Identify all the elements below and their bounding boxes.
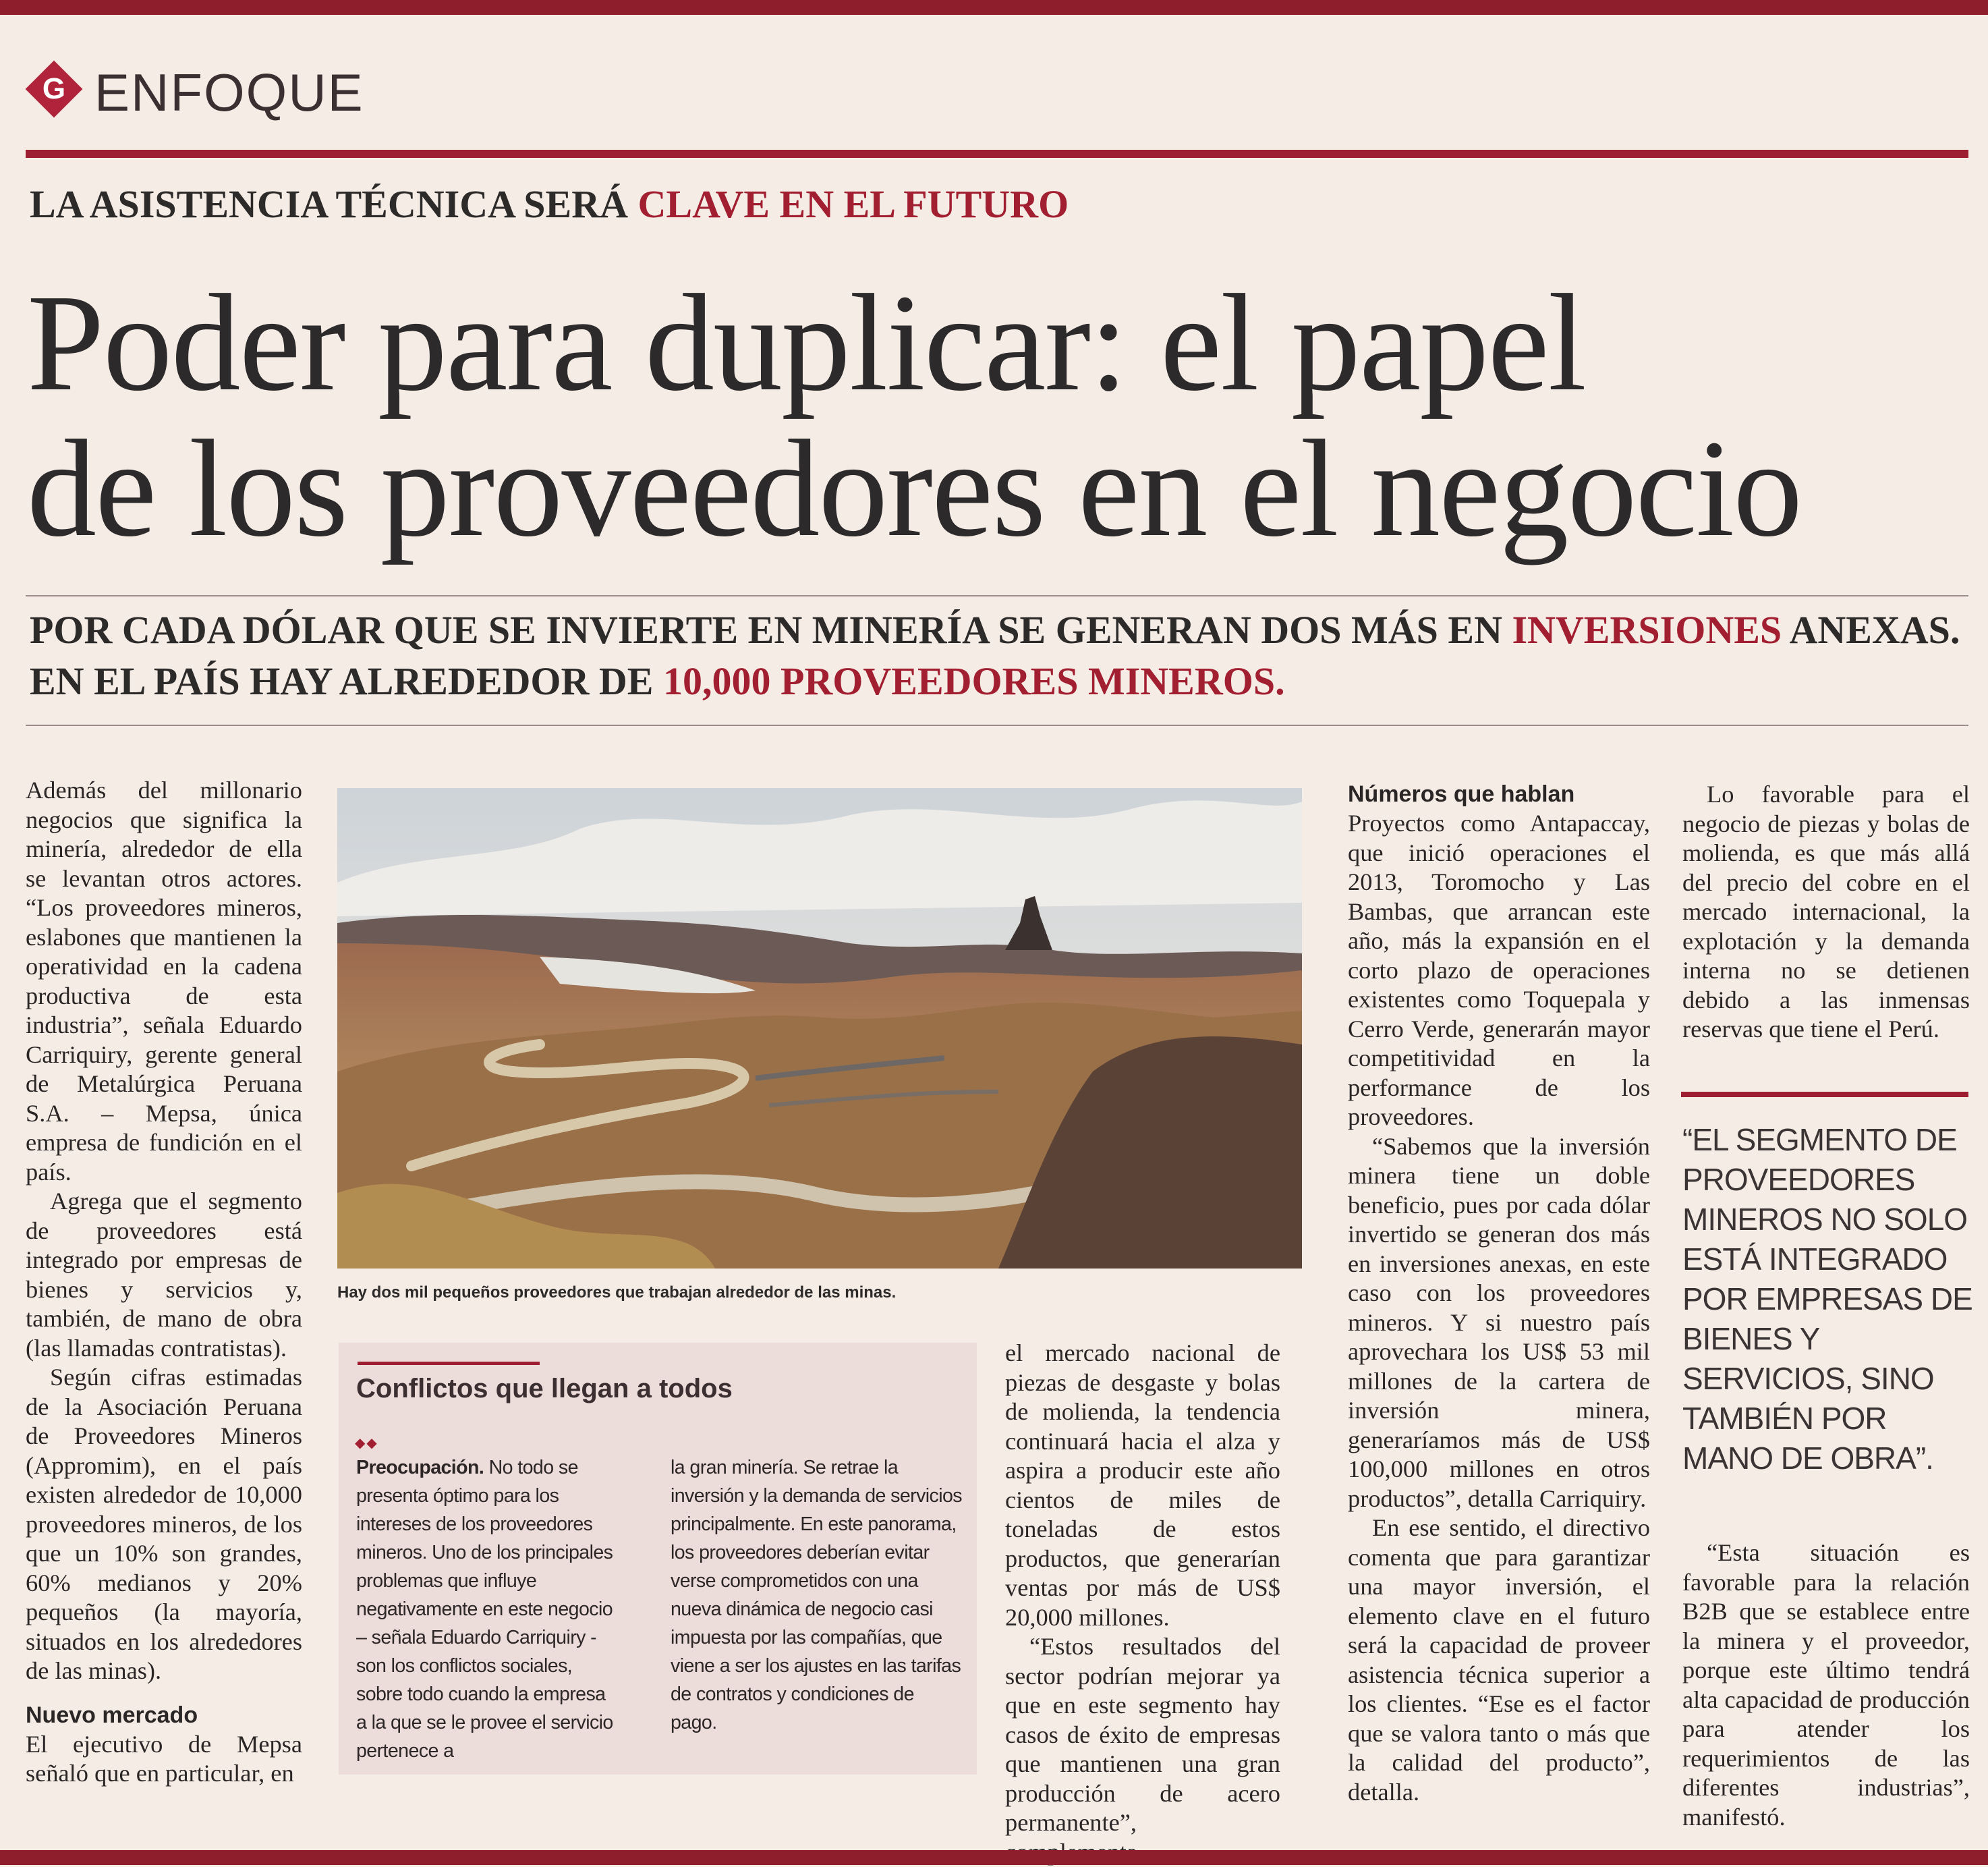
col4-paragraph-2: “Sabemos que la inversión minera tiene un doble beneficio, pues por cada dólar invertido se generan dos más en inversiones anexas, en este caso con los proveedores mineros. Y si nuestro país aprovechara los US$ 53 mil millones de la cartera de inversión minera, generaríamos más de US$ 100,000 millones en otros productos”, detalla Carriquiry.: [1348, 1132, 1650, 1512]
column-4: [1348, 780, 1650, 1807]
column-5-bottom: [1682, 1538, 1970, 1832]
sidebar-lead: Preocupación.: [356, 1457, 484, 1478]
section-rule: [26, 150, 1968, 158]
subhead-rule-top: [26, 595, 1968, 596]
headline: [27, 265, 1970, 565]
kicker: [30, 181, 1069, 228]
sidebar-column-1: [356, 1453, 615, 1765]
headline-line-2: de los proveedores en el negocio: [27, 411, 1802, 565]
subhead-line-2: [30, 657, 1285, 706]
kicker-highlight: CLAVE EN EL FUTURO: [637, 182, 1069, 226]
col1-paragraph-3: Según cifras estimadas de la Asociación Peruana de Proveedores Mineros (Appromim), en el país existen alrededor de 10,000 proveedores mineros, de los que un 10% son grandes, 60% medianos y 20% pequeños (la mayoría, situados en los alrededores de las minas).: [26, 1364, 302, 1684]
col1-paragraph-4: El ejecutivo de Mepsa señaló que en particular, en: [26, 1730, 302, 1787]
subhead-2-highlight: 10,000 PROVEEDORES MINEROS.: [662, 659, 1285, 703]
column-5-top: [1682, 780, 1970, 1044]
subhead-line-1: [30, 606, 1960, 654]
sidebar-text-1: No todo se presenta óptimo para los intereses de los proveedores mineros. Uno de los principales problemas que influye negativamente en este negocio – señala Eduardo Carriquiry - son los conflictos sociales, sobre todo cuando la empresa a la que se le provee el servicio pertenece a: [356, 1457, 613, 1762]
subhead-1-end: ANEXAS.: [1782, 608, 1960, 652]
col5-paragraph-2: “Esta situación es favorable para la relación B2B que se establece entre la minera y el proveedor, porque este último tendrá alta capacidad de producción para atender los requerimientos de las diferentes industrias”, manifestó.: [1682, 1539, 1970, 1831]
col4-paragraph-3: En ese sentido, el directivo comenta que para garantizar una mayor inversión, el elemento clave en el futuro será la capacidad de proveer asistencia técnica superior a los clientes. “Ese es el factor que se valora tanto o más que la calidad del producto”, detalla.: [1348, 1514, 1650, 1806]
col1-subhead: Nuevo mercado: [26, 1702, 198, 1728]
subhead-rule-bottom: [26, 725, 1968, 726]
subhead-1-highlight: INVERSIONES: [1512, 608, 1782, 652]
column-3: [1005, 1339, 1280, 1867]
sidebar-rule: [358, 1362, 540, 1365]
headline-line-1: Poder para duplicar: el papel: [27, 265, 1585, 420]
col4-paragraph-1: Proyectos como Antapaccay, que inició operaciones el 2013, Toromocho y Las Bambas, que arrancan este año, más la expansión en el corto plazo de operaciones existentes como Toquepala y Cerro Verde, generarán mayor competitividad en la performance de los proveedores.: [1348, 810, 1650, 1130]
col3-paragraph-2: “Estos resultados del sector podrían mejorar ya que en este segmento hay casos de éxito de empresas que mantienen una gran producción de acero permanente”,: [1005, 1633, 1280, 1836]
section-label: ENFOQUE: [94, 63, 364, 122]
column-1: [26, 776, 302, 1789]
landscape-illustration: [337, 788, 1302, 1269]
col1-paragraph-1: Además del millonario negocios que significa la minería, alrededor de ella se levantan otros actores. “Los proveedores mineros, eslabones que mantienen la operatividad en la cadena productiva de esta industria”, señala Eduardo Carriquiry, gerente general de Metalúrgica Peruana S.A. – Mepsa, única empresa de fundición en el país.: [26, 777, 302, 1186]
subhead-1-text: POR CADA DÓLAR QUE SE INVIERTE EN MINERÍA SE GENERAN DOS MÁS EN: [30, 608, 1512, 652]
col4-subhead: Números que hablan: [1348, 781, 1575, 807]
photo-caption: Hay dos mil pequeños proveedores que trabajan alrededor de las minas.: [337, 1283, 897, 1302]
col3-paragraph-1: el mercado nacional de piezas de desgaste y bolas de molienda, la tendencia continuará hacia el alza y aspira a producir este año cientos de miles de toneladas de estos productos, que generarían ventas por más de US$ 20,000 millones.: [1005, 1339, 1280, 1631]
sidebar-text-2: la gran minería. Se retrae la inversión y la demanda de servicios principalmente. En este panorama, los proveedores deberían evitar verse comprometidos con una nueva dinámica de negocio casi impuesta por las compañías, que viene a ser los ajustes en las tarifas de contratos y condiciones de pago.: [671, 1457, 962, 1733]
bottom-border: [0, 1850, 1988, 1865]
pull-quote: “EL SEGMENTO DE PROVEEDORES MINEROS NO SOLO ESTÁ INTEGRADO POR EMPRESAS DE BIENES Y SERVICIOS, SINO TAMBIÉN POR MANO DE OBRA”.: [1682, 1122, 1972, 1476]
sidebar-column-2: [671, 1453, 965, 1737]
kicker-text: LA ASISTENCIA TÉCNICA SERÁ: [30, 182, 638, 226]
diamonds-icon: ◆◆: [355, 1436, 378, 1451]
sidebar-title: Conflictos que llegan a todos: [356, 1374, 733, 1403]
quote-rule: [1681, 1092, 1968, 1097]
logo-g: G: [42, 72, 66, 105]
col5-paragraph-1: Lo favorable para el negocio de piezas y bolas de molienda, es que más allá del precio del cobre en el mercado internacional, la explotación y la demanda interna no se detienen debido a las inmensas reservas que tiene el Perú.: [1682, 781, 1970, 1042]
col1-paragraph-2: Agrega que el segmento de proveedores está integrado por empresas de bienes y servicios y, también, de mano de obra (las llamadas contratistas).: [26, 1188, 302, 1362]
top-border: [0, 0, 1988, 15]
mine-landscape-photo: [337, 788, 1302, 1269]
subhead-2-text: EN EL PAÍS HAY ALREDEDOR DE: [30, 659, 663, 703]
